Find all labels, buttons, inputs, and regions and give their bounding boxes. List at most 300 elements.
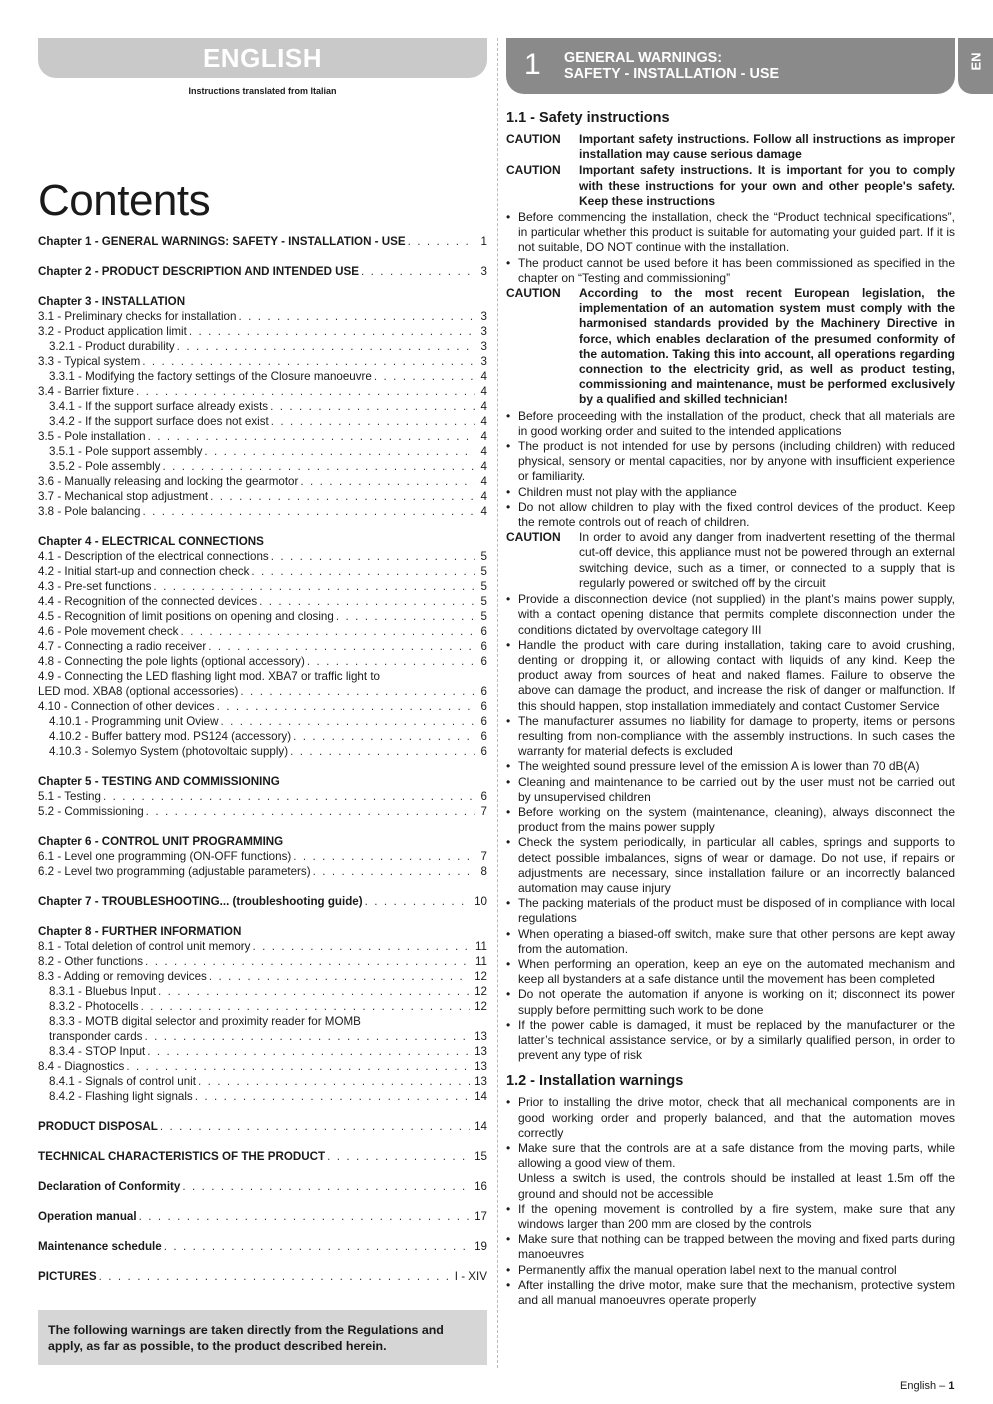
bullet-item [506,439,955,485]
chapter-title [564,50,779,82]
toc-entry-title: TECHNICAL CHARACTERISTICS OF THE PRODUCT [38,1150,326,1163]
toc-entry-title: 8.2 - Other functions [38,955,144,968]
toc-page-number: 15 [474,1150,487,1163]
bullet-icon: • [506,255,511,270]
toc-group [38,1179,487,1194]
bullet-item [506,500,955,530]
toc-entry-title: 3.5 - Pole installation [38,430,146,443]
toc-leader-dots [238,309,475,324]
chapter-title-line2: SAFETY - INSTALLATION - USE [564,66,780,82]
bullet-text: The packing materials of the product must be disposed of in compliance with local regulations [518,896,955,926]
bullet-text: Before working on the system (maintenance, cleaning), always disconnect the product from the mains power supply [518,804,955,835]
toc-entry[interactable] [38,594,487,609]
toc-entry[interactable] [38,1269,487,1284]
toc-entry[interactable] [38,264,487,279]
toc-page-number: 4 [480,460,487,473]
toc-entry[interactable] [38,789,487,804]
toc-entry-title: 3.2 - Product application limit [38,325,187,338]
toc-group [38,264,487,279]
toc-page-number: 4 [480,370,487,383]
toc-leader-dots [144,1029,470,1044]
toc-page-number: 4 [480,400,487,413]
bullet-icon: • [506,499,511,514]
bullet-icon: • [506,835,511,850]
page-number: 1 [948,1380,955,1392]
toc-page-number: 4 [480,475,487,488]
toc-group [38,294,487,519]
toc-entry-title: Chapter 7 - TROUBLESHOOTING... (troubleshooting guide) [38,895,363,908]
toc-entry[interactable] [38,954,487,969]
caution-note [506,530,955,591]
bullet-icon: • [506,713,511,728]
toc-page-number: 3 [480,325,487,338]
toc-entry[interactable] [38,564,487,579]
caution-text: Important safety instructions. It is important for you to comply with these instructions for your own and other people's safety. Keep these instructions [579,163,955,208]
bullet-icon: • [506,1095,511,1110]
bullet-icon: • [506,926,511,941]
bullet-body [518,500,955,530]
bullet-icon: • [506,1262,511,1277]
caution-text: In order to avoid any danger from inadvertent resetting of the thermal cut-off device, this appliance must not be powered through an external switching device, such as a timer, or connected to a supply that is regularly powered or switched off by the circuit [579,530,955,590]
toc-entry[interactable] [38,1029,487,1044]
toc-group [38,774,487,819]
toc-page-number: 8 [480,865,487,878]
toc-entry[interactable] [38,234,487,249]
bullet-icon: • [506,1141,511,1155]
toc-page-number: 4 [480,415,487,428]
toc-entry[interactable] [38,999,487,1014]
toc-leader-dots [209,969,470,984]
bullet-body [518,485,955,500]
bullet-body [518,1095,955,1141]
bullet-text: Make sure that nothing can be trapped between the moving and fixed parts during manoeuvres [518,1232,955,1262]
toc-leader-dots [142,354,475,369]
toc-entry[interactable] [38,849,487,864]
toc-leader-dots [160,1119,470,1134]
toc-page-number: 6 [480,655,487,668]
toc-page-number: 16 [474,1180,487,1193]
toc-page-number: 17 [474,1210,487,1223]
toc-leader-dots [182,1179,470,1194]
toc-page-number: 6 [480,730,487,743]
toc-entry[interactable] [38,864,487,879]
toc-entry[interactable] [38,354,487,369]
toc-entry-title: 3.8 - Pole balancing [38,505,141,518]
regulations-note: The following warnings are taken directly from the Regulations and apply, as far as possible, to the product described herein. [38,1310,487,1365]
toc-leader-dots [210,489,475,504]
bullet-body [518,896,955,926]
toc-entry-title: 4.4 - Recognition of the connected devices [38,595,258,608]
toc-leader-dots [164,1239,470,1254]
toc-entry[interactable] [38,894,487,909]
toc-page-number: 3 [480,355,487,368]
toc-page-number: 14 [474,1090,487,1103]
toc-entry-title: 3.5.1 - Pole support assembly [49,445,203,458]
toc-entry-title: Chapter 1 - GENERAL WARNINGS: SAFETY - INSTALLATION - USE [38,235,406,248]
language-tab [958,38,993,94]
toc-page-number: 5 [480,580,487,593]
toc-page-number: 11 [474,955,487,968]
toc-entry[interactable] [38,309,487,324]
toc-leader-dots [336,609,475,624]
caution-note [506,286,955,408]
section-title-installation: 1.2 - Installation warnings [506,1073,684,1090]
bullet-body [518,805,955,835]
toc-entry[interactable] [38,654,487,669]
bullet-body [518,759,955,774]
toc-page-number: I - XIV [454,1270,487,1283]
toc-entry-title: 4.6 - Pole movement check [38,625,179,638]
toc-entry-title: 8.1 - Total deletion of control unit memory [38,940,251,953]
bullet-text: Before proceeding with the installation of the product, check that all materials are in good working order and suited to the intended applications [518,408,955,438]
toc-page-number: 6 [480,790,487,803]
bullet-item [506,896,955,926]
toc-entry[interactable] [38,699,487,714]
toc-page-number: 7 [480,850,487,863]
toc-entry-title: 4.7 - Connecting a radio receiver [38,640,207,653]
toc-entry-title: 4.1 - Description of the electrical connections [38,550,269,563]
bullet-icon: • [506,592,511,607]
table-of-contents [38,234,487,1284]
toc-leader-dots [136,384,475,399]
toc-page-number: 6 [480,625,487,638]
toc-page-number: 3 [480,310,487,323]
bullet-text: Handle the product with care during installation, taking care to avoid crushing, denting or dropping it, or allowing contact with liquids of any kind. Keep the product away from sources of heat and naked flames. Failure to observe the above can damage the product, and increase the risk of danger or malfunction. If this should happen, stop installation immediately and contact Customer Service [518,637,955,713]
bullet-text: The manufacturer assumes no liability for damage to property, items or persons resulting from non-compliance with the assembly instructions. In such cases the warranty for material defects is excluded [518,713,955,759]
toc-entry[interactable] [38,429,487,444]
toc-leader-dots [208,639,475,654]
toc-entry[interactable] [38,369,487,384]
bullet-icon: • [506,896,511,911]
bullet-body [518,592,955,638]
toc-group [38,1149,487,1164]
toc-leader-dots [374,369,475,384]
toc-entry[interactable] [38,399,487,414]
toc-leader-dots [293,849,475,864]
toc-entry[interactable] [38,1089,487,1104]
toc-entry[interactable] [38,1059,487,1074]
toc-entry-title: 6.1 - Level one programming (ON-OFF functions) [38,850,292,863]
page-footer [900,1380,954,1392]
toc-entry[interactable] [38,414,487,429]
bullet-icon: • [506,484,511,499]
toc-leader-dots [251,564,475,579]
toc-page-number: 3 [480,265,487,278]
toc-entry-title: 3.4 - Barrier fixture [38,385,134,398]
toc-entry-title: 4.3 - Pre-set functions [38,580,152,593]
bullet-item [506,210,955,256]
toc-entry[interactable] [38,459,487,474]
caution-text: Important safety instructions. Follow all instructions as improper installation may cause serious damage [579,132,955,162]
bullet-icon: • [506,210,511,225]
bullet-item [506,256,955,286]
bullet-text: After installing the drive motor, make sure that the mechanism, protective system and all manual manoeuvres operate properly [518,1277,955,1308]
toc-entry-title: 6.2 - Level two programming (adjustable parameters) [38,865,311,878]
toc-page-number: 5 [480,595,487,608]
caution-label: CAUTION [506,132,561,146]
toc-chapter-heading: Chapter 3 - INSTALLATION [38,295,186,308]
toc-page-number: 1 [480,235,487,248]
bullet-icon: • [506,987,511,1002]
chapter-banner [506,38,955,94]
bullet-item [506,835,955,896]
toc-chapter-heading: Chapter 6 - CONTROL UNIT PROGRAMMING [38,835,284,848]
bullet-icon: • [506,759,511,774]
toc-entry[interactable] [38,1209,487,1224]
toc-entry[interactable] [38,474,487,489]
toc-entry[interactable] [38,1044,487,1059]
toc-group [38,234,487,249]
toc-page-number: 6 [480,745,487,758]
toc-leader-dots [189,324,475,339]
toc-leader-dots [148,429,475,444]
bullet-body [518,409,955,439]
toc-page-number: 12 [474,970,487,983]
bullet-body [518,1141,955,1202]
toc-leader-dots [313,864,475,879]
bullet-text: The product cannot be used before it has been commissioned as specified in the chapter on “Testing and commissioning” [518,255,955,285]
toc-leader-dots [99,1269,451,1284]
toc-entry-title: PICTURES [38,1270,97,1283]
toc-entry-title: 4.5 - Recognition of limit positions on opening and closing [38,610,334,623]
bullet-text: The product is not intended for use by persons (including children) with reduced physical, sensory or mental capacities, nor by anyone with insufficient experience or familiarity. [518,439,955,484]
toc-leader-dots [177,339,475,354]
toc-leader-dots [259,594,475,609]
bullet-item [506,1278,955,1308]
toc-chapter-heading: Chapter 5 - TESTING AND COMMISSIONING [38,775,280,788]
toc-entry[interactable] [38,939,487,954]
toc-entry-title: 4.2 - Initial start-up and connection check [38,565,250,578]
toc-entry-title: 5.1 - Testing [38,790,101,803]
toc-page-number: 5 [480,565,487,578]
bullet-body [518,1263,955,1278]
toc-leader-dots [271,549,475,564]
bullet-item [506,638,955,714]
toc-entry[interactable] [38,384,487,399]
chapter-title-line1: GENERAL WARNINGS: [564,50,723,66]
toc-entry-title: 8.3.2 - Photocells [49,1000,139,1013]
bullet-item [506,987,955,1017]
toc-leader-dots [293,729,475,744]
toc-entry[interactable] [38,549,487,564]
bullet-text: Provide a disconnection device (not supplied) in the plant’s mains power supply, with a contact opening distance that permits complete disconnection under the conditions dictated by overvoltage category III [518,592,955,637]
bullet-icon: • [506,956,511,971]
safety-instructions [506,132,955,1063]
bullet-item [506,1018,955,1064]
toc-group [38,1209,487,1224]
toc-entry[interactable] [38,714,487,729]
toc-group [38,894,487,909]
toc-page-number: 14 [474,1120,487,1133]
toc-entry-title: 3.3.1 - Modifying the factory settings of the Closure manoeuvre [49,370,372,383]
toc-group [38,534,487,759]
caution-text: According to the most recent European legislation, the implementation of an automation system must comply with the harmonised standards provided by the Machinery Directive in force, which enables declaration of the presumed conformity of the automation. Taking this into account, all operations regarding connection to the electricity grid, as well as product testing, commissioning and maintenance, must be performed exclusively by a qualified and skilled technician! [579,286,955,407]
bullet-item [506,409,955,439]
installation-warnings [506,1095,955,1308]
toc-page-number: 13 [474,1045,487,1058]
toc-entry-title: LED mod. XBA8 (optional accessories) [38,685,239,698]
toc-leader-dots [240,684,475,699]
bullet-body [518,957,955,987]
toc-leader-dots [162,459,475,474]
toc-chapter-heading: Chapter 4 - ELECTRICAL CONNECTIONS [38,535,264,548]
bullet-item [506,1141,955,1202]
bullet-text: If the opening movement is controlled by a fire system, make sure that any windows larger than 200 mm are closed by the controls [518,1201,955,1232]
bullet-text: If the power cable is damaged, it must be replaced by the manufacturer or the latter’s technical assistance service, or by a similarly qualified person, in order to prevent any type of risk [518,1017,955,1063]
bullet-extra-text: Unless a switch is used, the controls should be installed at least 1.5m off the ground and should not be accessible [518,1171,955,1201]
bullet-text: Do not allow children to play with the fixed control devices of the product. Keep the remote controls out of reach of children. [518,499,955,530]
toc-leader-dots [146,804,475,819]
bullet-text: Permanently affix the manual operation label next to the manual control [518,1262,897,1277]
bullet-item [506,592,955,638]
bullet-body [518,439,955,485]
toc-entry[interactable] [38,324,487,339]
toc-page-number: 3 [480,340,487,353]
toc-entry[interactable] [38,639,487,654]
toc-leader-dots [147,1044,470,1059]
caution-note [506,163,955,209]
chapter-number: 1 [524,48,541,81]
toc-page-number: 4 [480,445,487,458]
toc-entry[interactable] [38,744,487,759]
toc-leader-dots [158,984,470,999]
toc-leader-dots [361,264,475,279]
bullet-body [518,927,955,957]
bullet-body [518,1202,955,1232]
bullet-icon: • [506,1201,511,1216]
bullet-icon: • [506,408,511,423]
toc-entry[interactable] [38,969,487,984]
toc-entry-title: 3.4.2 - If the support surface does not exist [49,415,269,428]
bullet-icon: • [506,637,511,652]
section-title-safety: 1.1 - Safety instructions [506,110,670,126]
toc-entry-title: 4.10 - Connection of other devices [38,700,215,713]
toc-entry-title: 3.7 - Mechanical stop adjustment [38,490,209,503]
toc-page-number: 12 [474,985,487,998]
toc-entry-line: 4.9 - Connecting the LED flashing light mod. XBA7 or traffic light to [38,670,380,683]
toc-leader-dots [220,714,475,729]
bullet-text: Cleaning and maintenance to be carried out by the user must not be carried out by unsupervised children [518,774,955,804]
toc-page-number: 4 [480,505,487,518]
toc-leader-dots [204,444,475,459]
toc-page-number: 10 [474,895,487,908]
toc-entry-title: 4.8 - Connecting the pole lights (optional accessory) [38,655,305,668]
toc-page-number: 5 [480,550,487,563]
contents-title: Contents [38,176,211,225]
toc-leader-dots [271,414,475,429]
toc-entry[interactable] [38,579,487,594]
toc-entry-title: 3.3 - Typical system [38,355,141,368]
caution-label: CAUTION [506,530,561,545]
bullet-body [518,714,955,760]
translated-note: Instructions translated from Italian [188,86,337,96]
toc-entry[interactable] [38,804,487,819]
bullet-item [506,759,955,774]
toc-entry[interactable] [38,609,487,624]
toc-page-number: 5 [480,610,487,623]
toc-entry[interactable] [38,1239,487,1254]
toc-group [38,1119,487,1134]
bullet-item [506,1263,955,1278]
toc-leader-dots [195,1089,470,1104]
toc-entry-title: 5.2 - Commissioning [38,805,144,818]
column-divider [497,38,498,1368]
language-tab-label: EN [968,52,984,71]
toc-entry[interactable] [38,984,487,999]
toc-page-number: 4 [480,490,487,503]
toc-page-number: 6 [480,685,487,698]
toc-leader-dots [153,579,475,594]
bullet-text: Make sure that the controls are at a safe distance from the moving parts, while allowing a good view of them. [518,1141,955,1171]
toc-entry-title: 3.4.1 - If the support surface already exists [49,400,269,413]
toc-entry-title: 3.1 - Preliminary checks for installation [38,310,237,323]
toc-page-number: 6 [480,715,487,728]
toc-entry[interactable] [38,339,487,354]
toc-entry-title: 4.10.3 - Solemyo System (photovoltaic supply) [49,745,289,758]
right-column [506,38,955,1308]
bullet-body [518,987,955,1017]
bullet-text: When operating a biased-off switch, make sure that other persons are kept away from the automation. [518,926,955,956]
toc-entry-title: 8.3.4 - STOP Input [49,1045,146,1058]
bullet-item [506,805,955,835]
bullet-text: Do not operate the automation if anyone is working on it; disconnect its power supply before permitting such work to be done [518,987,955,1017]
toc-entry[interactable] [38,729,487,744]
toc-entry-title: transponder cards [49,1030,143,1043]
toc-entry-title: 4.10.2 - Buffer battery mod. PS124 (accessory) [49,730,292,743]
toc-entry[interactable] [38,444,487,459]
toc-entry[interactable] [38,684,487,699]
toc-entry-title: 8.3 - Adding or removing devices [38,970,207,983]
bullet-item [506,485,955,500]
toc-entry[interactable] [38,1179,487,1194]
bullet-icon: • [506,439,511,454]
bullet-item [506,1095,955,1141]
toc-leader-dots [365,894,470,909]
toc-entry[interactable] [38,1074,487,1089]
toc-entry-title: Chapter 2 - PRODUCT DESCRIPTION AND INTENDED USE [38,265,360,278]
toc-entry[interactable] [38,489,487,504]
toc-entry-title: Operation manual [38,1210,137,1223]
bullet-item [506,1202,955,1232]
toc-group [38,834,487,879]
caution-label: CAUTION [506,163,561,178]
bullet-body [518,775,955,805]
toc-page-number: 6 [480,700,487,713]
toc-group [38,1269,487,1284]
toc-leader-dots [270,399,475,414]
toc-page-number: 13 [474,1075,487,1088]
bullet-item [506,1232,955,1262]
toc-leader-dots [307,654,475,669]
toc-page-number: 6 [480,640,487,653]
toc-entry-title: 8.4.2 - Flashing light signals [49,1090,193,1103]
bullet-icon: • [506,1017,511,1032]
bullet-item [506,957,955,987]
toc-entry-title: 8.4.1 - Signals of control unit [49,1075,196,1088]
toc-entry[interactable] [38,504,487,519]
bullet-icon: • [506,804,511,819]
toc-entry[interactable] [38,624,487,639]
toc-entry[interactable] [38,1119,487,1134]
bullet-icon: • [506,1277,511,1292]
toc-page-number: 12 [474,1000,487,1013]
toc-entry[interactable] [38,1149,487,1164]
toc-entry-title: 8.3.1 - Bluebus Input [49,985,156,998]
bullet-body [518,835,955,896]
caution-label: CAUTION [506,286,561,301]
bullet-icon: • [506,1232,511,1247]
toc-leader-dots [252,939,471,954]
